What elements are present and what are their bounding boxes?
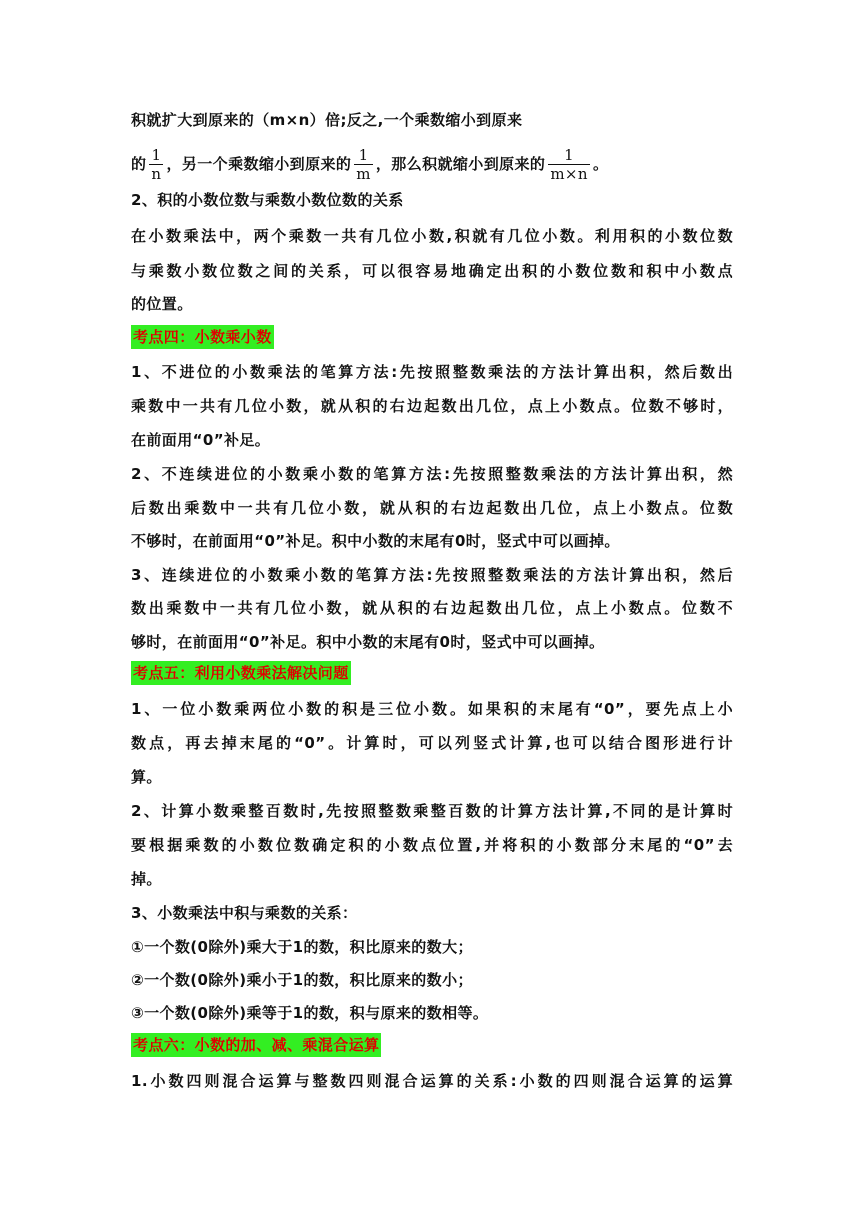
text-segment: 的 [131, 155, 147, 173]
text-line: 后数出乘数中一共有几位小数，就从积的右边起数出几位，点上小数点。位数 [131, 499, 733, 517]
text-line: 算。 [131, 768, 162, 786]
fraction-numerator: 1 [151, 146, 162, 164]
text-line: 不够时，在前面用“0”补足。积中小数的末尾有0时，竖式中可以画掉。 [131, 532, 620, 550]
fraction-denominator: m [356, 165, 371, 183]
text-line: 够时，在前面用“0”补足。积中小数的末尾有0时，竖式中可以画掉。 [131, 633, 605, 651]
text-line: 1、一位小数乘两位小数的积是三位小数。如果积的末尾有“0”，要先点上小 [131, 700, 733, 718]
text-line: 1.小数四则混合运算与整数四则混合运算的关系:小数的四则混合运算的运算 [131, 1072, 733, 1090]
heading-kaodian-4: 考点四：小数乘小数 [131, 325, 274, 349]
list-item: ①一个数(0除外)乘大于1的数，积比原来的数大； [131, 938, 473, 956]
fraction-line [131, 144, 608, 184]
list-item: ②一个数(0除外)乘小于1的数，积比原来的数小； [131, 971, 473, 989]
text-line: 3、连续进位的小数乘小数的笔算方法:先按照整数乘法的方法计算出积，然后 [131, 566, 733, 584]
section-title: 2、积的小数位数与乘数小数位数的关系 [131, 191, 404, 209]
text-line: 2、不连续进位的小数乘小数的笔算方法:先按照整数乘法的方法计算出积，然 [131, 465, 733, 483]
text-line: 的位置。 [131, 295, 193, 313]
text-segment: ，另一个乘数缩小到原来的 [166, 155, 352, 173]
fraction-numerator: 1 [358, 146, 369, 164]
text-line: 乘数中一共有几位小数，就从积的右边起数出几位，点上小数点。位数不够时， [131, 397, 733, 415]
text-segment: ，那么积就缩小到原来的 [375, 155, 546, 173]
text-line: 要根据乘数的小数位数确定积的小数点位置,并将积的小数部分末尾的“0”去 [131, 836, 733, 854]
fraction-1-over-n [149, 146, 163, 183]
fraction-1-over-m [354, 146, 373, 183]
text-line: 与乘数小数位数之间的关系，可以很容易地确定出积的小数位数和积中小数点 [131, 262, 733, 280]
fraction-denominator: m×n [550, 165, 588, 183]
list-item: ③一个数(0除外)乘等于1的数，积与原来的数相等。 [131, 1004, 489, 1022]
heading-kaodian-6: 考点六：小数的加、减、乘混合运算 [131, 1033, 381, 1057]
text-line: 积就扩大到原来的（m×n）倍;反之,一个乘数缩小到原来 [131, 111, 523, 129]
text-line: 在小数乘法中，两个乘数一共有几位小数,积就有几位小数。利用积的小数位数 [131, 227, 733, 245]
fraction-1-over-mn [548, 146, 590, 183]
text-line: 掉。 [131, 870, 162, 888]
text-segment: 。 [592, 155, 609, 173]
text-line: 在前面用“0”补足。 [131, 431, 271, 449]
text-line: 2、计算小数乘整百数时,先按照整数乘整百数的计算方法计算,不同的是计算时 [131, 802, 733, 820]
fraction-denominator: n [151, 165, 162, 183]
fraction-numerator: 1 [564, 146, 575, 164]
text-line: 数出乘数中一共有几位小数，就从积的右边起数出几位，点上小数点。位数不 [131, 599, 733, 617]
text-line: 1、不进位的小数乘法的笔算方法:先按照整数乘法的方法计算出积，然后数出 [131, 363, 733, 381]
heading-kaodian-5: 考点五：利用小数乘法解决问题 [131, 661, 351, 685]
text-line: 数点，再去掉末尾的“0”。计算时，可以列竖式计算,也可以结合图形进行计 [131, 734, 733, 752]
text-line: 3、小数乘法中积与乘数的关系： [131, 904, 358, 922]
